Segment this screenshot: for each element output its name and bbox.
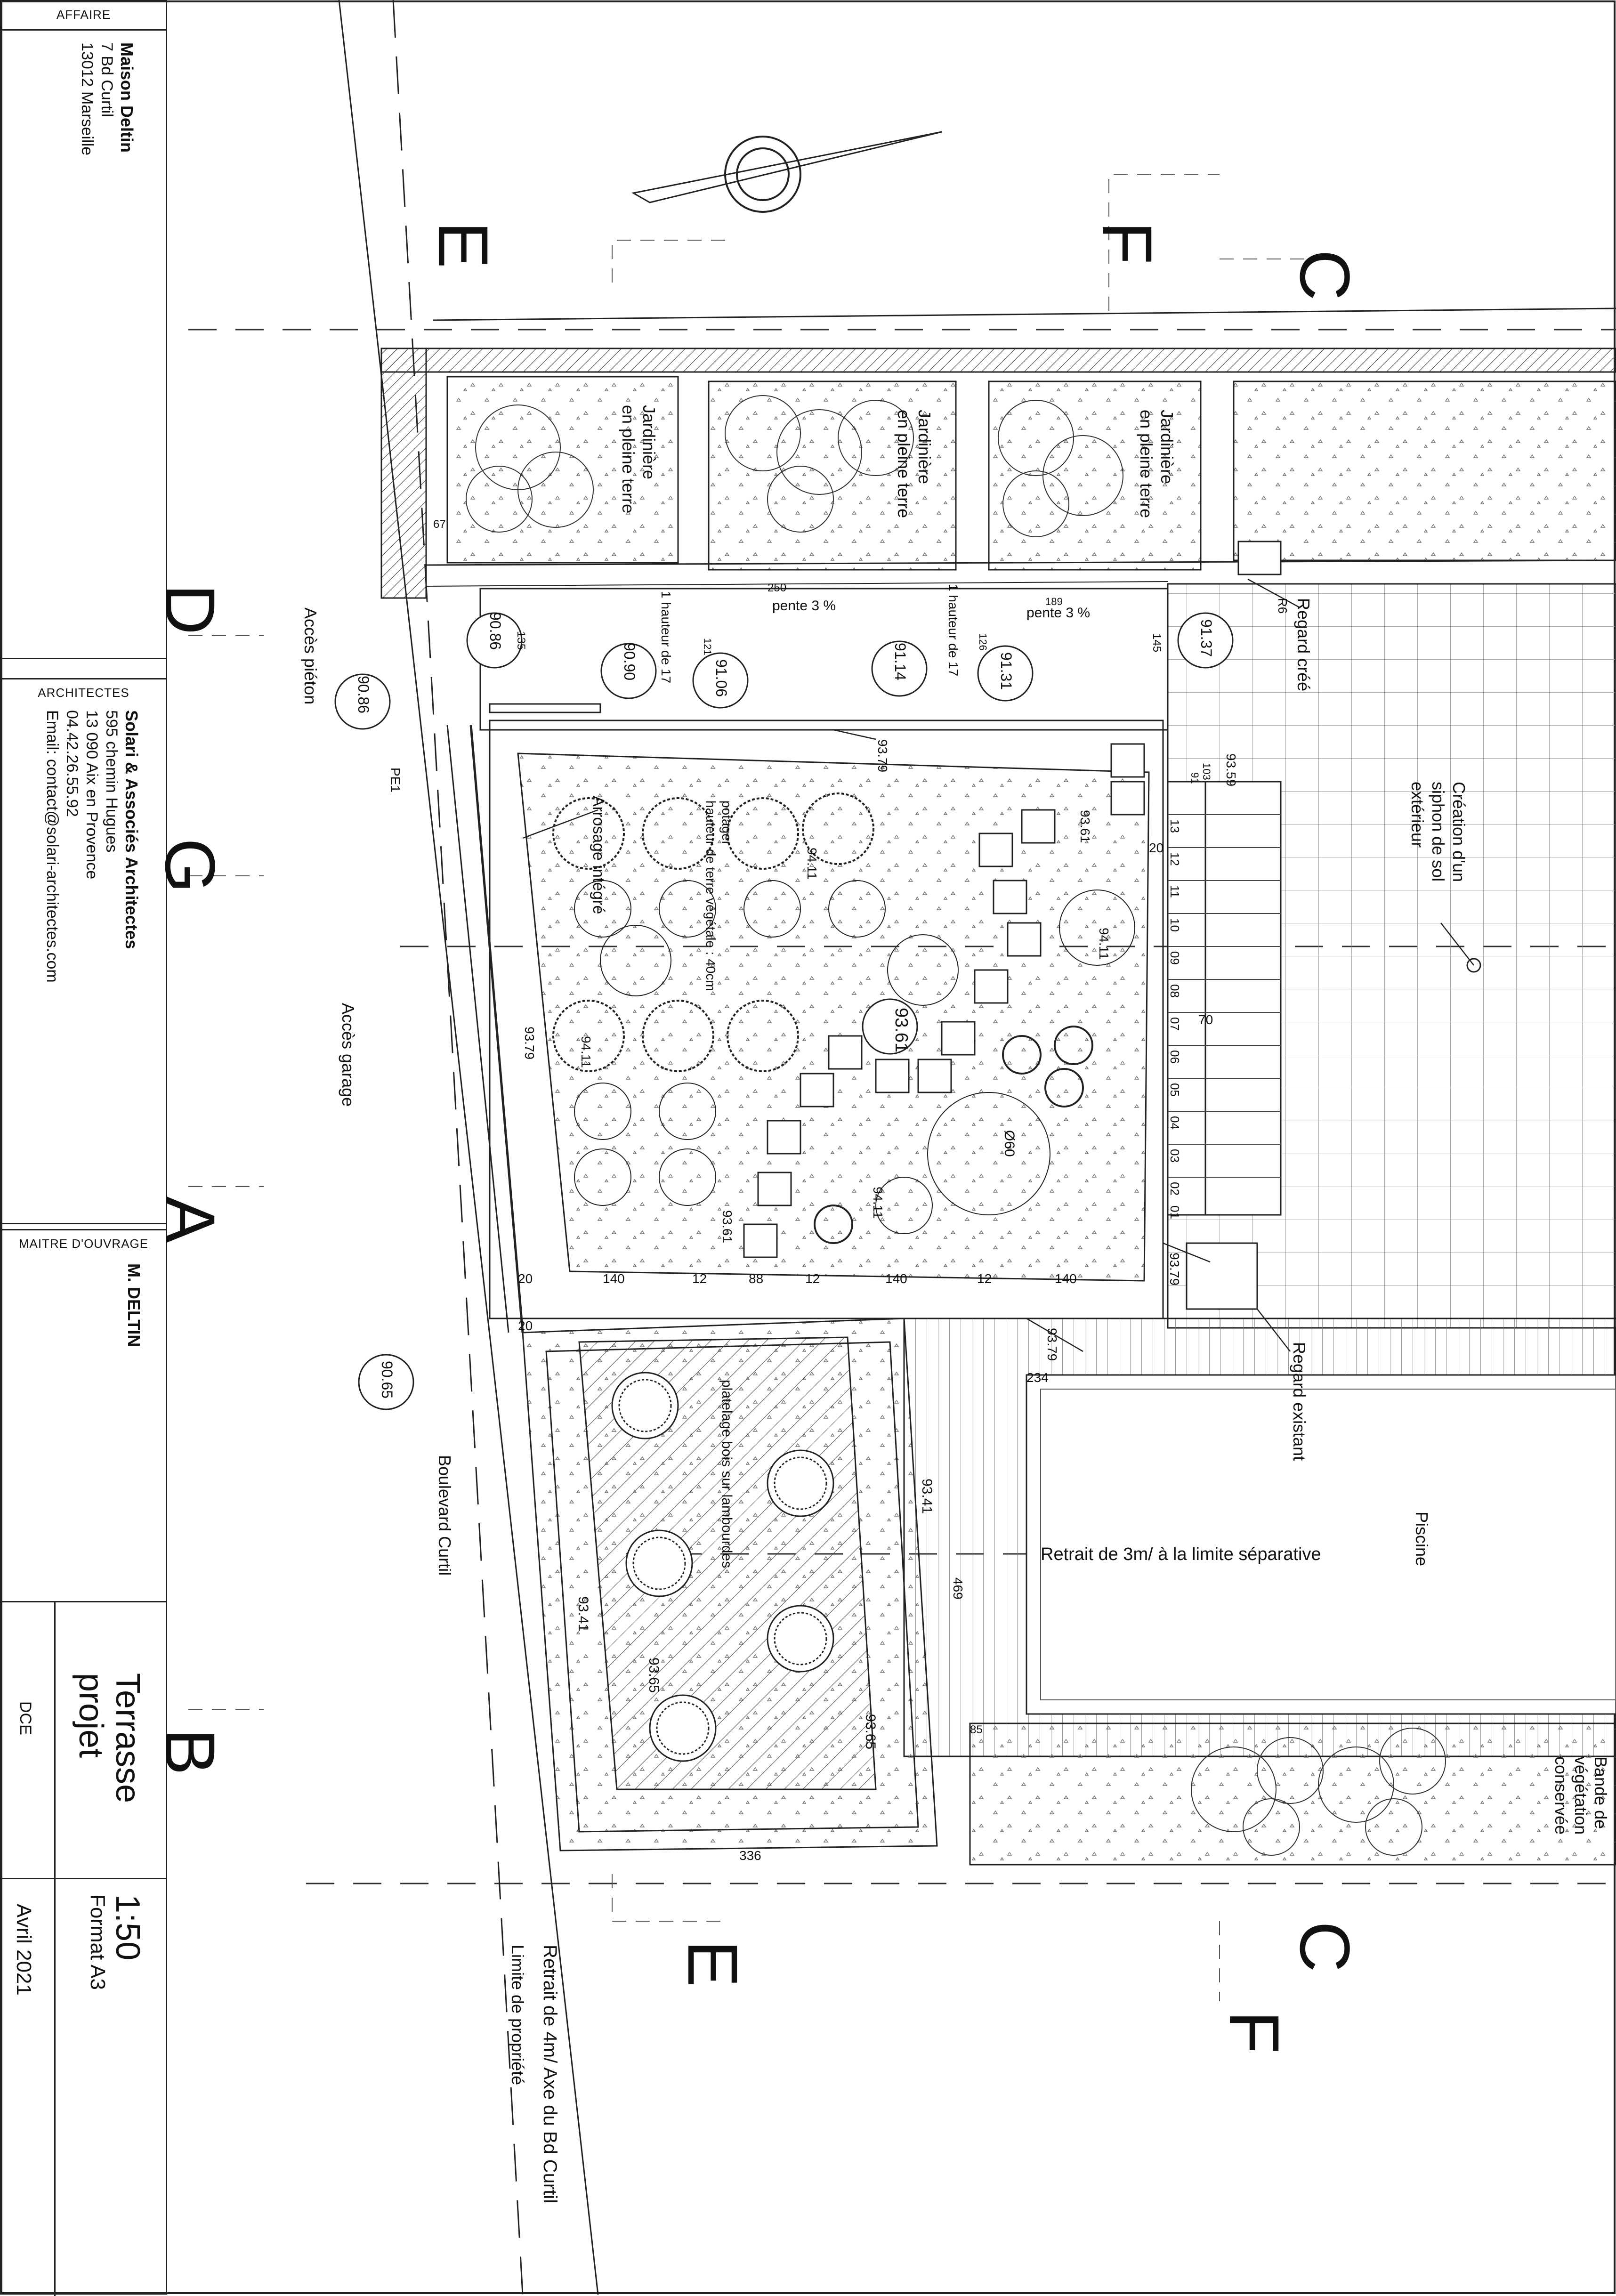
step-number: 10 — [1168, 918, 1182, 932]
maitre-name: M. DELTIN — [124, 1263, 144, 1347]
level-label: 94.11 — [1097, 928, 1111, 960]
label-line: en pleine terre — [894, 410, 913, 518]
section-marker-c-bottom: C — [1285, 1921, 1365, 1973]
boundary-wall-corner — [381, 348, 426, 598]
label-acces-garage: Accès garage — [339, 1003, 358, 1107]
level-label: 91.06 — [713, 659, 730, 697]
step-number: 08 — [1168, 984, 1182, 998]
level-label: 90.65 — [379, 1361, 396, 1399]
label-line: conservée — [1551, 1756, 1571, 1835]
section-marker-f-top: F — [1088, 221, 1167, 265]
planters-row — [426, 377, 1616, 586]
step-number: 13 — [1168, 819, 1182, 833]
level-label: 93.41 — [575, 1596, 591, 1632]
level-label: 93.41 — [919, 1479, 935, 1514]
label-limite: Limite de propriété — [508, 1945, 527, 2086]
label-jardiniere-1 — [618, 405, 659, 513]
label-jardiniere-2 — [893, 410, 935, 518]
label-retrait-3m: Retrait de 3m/ à la limite séparative — [1041, 1544, 1321, 1564]
steps — [1168, 782, 1281, 1215]
affaire-line: 7 Bd Curtil — [98, 42, 116, 117]
dimension-label: 250 — [768, 582, 787, 594]
architectes-line: 04.42.26.55.92 — [63, 710, 81, 817]
label-line: Jardinière — [915, 410, 934, 485]
label-siphon — [1407, 782, 1469, 882]
section-marker-b: B — [151, 1728, 230, 1776]
architectes-line: Solari & Associés Architectes — [122, 710, 141, 949]
architectes-line: Email: contact@solari-architectes.com — [43, 710, 61, 983]
level-label: 90.86 — [487, 612, 504, 650]
label-line: hauteur de terre végétale : 40cm — [703, 800, 718, 991]
level-label: 93.61 — [720, 1210, 735, 1244]
step-number: 12 — [1168, 852, 1182, 866]
label-retrait-4m: Retrait de 4m/ Axe du Bd Curtil — [540, 1945, 560, 2204]
step-number: 11 — [1168, 885, 1182, 898]
dimension-label: 140 — [1055, 1271, 1077, 1286]
affaire-line: Maison Deltin — [117, 42, 137, 153]
label-line: végétation — [1571, 1756, 1591, 1835]
step-number: 09 — [1168, 951, 1182, 965]
step-number: 02 — [1168, 1182, 1182, 1196]
phase-label: DCE — [16, 1701, 34, 1735]
step-number: 01 — [1168, 1205, 1182, 1219]
label-line: Jardinière — [639, 405, 659, 480]
dimension-label: 88 — [749, 1271, 764, 1286]
level-label: 93.79 — [875, 739, 890, 773]
drawing-title-line: projet — [72, 1673, 110, 1758]
level-label: 91.31 — [998, 652, 1015, 690]
dimension-label: 234 — [1026, 1370, 1049, 1385]
label-line: R6 — [1276, 598, 1290, 614]
dimension-label: 91 — [1189, 772, 1201, 784]
label-jardiniere-3 — [1136, 410, 1177, 518]
label-circle: Ø60 — [1002, 1130, 1017, 1157]
affaire-heading: AFFAIRE — [56, 8, 111, 22]
level-label: 93.79 — [522, 1027, 537, 1060]
date-label: Avril 2021 — [12, 1904, 35, 1996]
level-label: 91.14 — [892, 643, 909, 681]
level-label: 93.79 — [1045, 1328, 1059, 1361]
dimension-label: 20 — [518, 1271, 533, 1286]
step-number: 03 — [1168, 1149, 1182, 1163]
dimension-label: 20 — [518, 1318, 533, 1333]
step-number: 06 — [1168, 1050, 1182, 1064]
dimension-label: 12 — [805, 1271, 820, 1286]
vegetation-band — [970, 1723, 1616, 1865]
dimension-label: 469 — [951, 1577, 965, 1600]
dimension-label: 67 — [433, 518, 446, 531]
dimension-label: 140 — [885, 1271, 907, 1286]
label-line: siphon de sol — [1429, 782, 1448, 882]
label-line: extérieur — [1408, 782, 1427, 848]
label-line: Regard créé — [1294, 598, 1313, 692]
affaire-line: 13012 Marseille — [78, 42, 96, 156]
section-marker-f-bottom: F — [1215, 2011, 1294, 2054]
label-bande — [1551, 1756, 1610, 1835]
maitre-heading: MAITRE D'OUVRAGE — [18, 1237, 149, 1251]
dimension-label: 126 — [977, 633, 989, 651]
level-label: 90.86 — [355, 676, 372, 714]
boundary-wall — [381, 348, 1616, 372]
level-label: 93.79 — [1167, 1253, 1182, 1286]
regard-cree-icon — [1238, 542, 1281, 574]
label-hauteur-2: 1 hauteur de 17 — [946, 584, 961, 677]
format-label: Format A3 — [86, 1894, 109, 1990]
label-line: potager — [719, 800, 734, 845]
label-potager — [703, 800, 735, 991]
label-pe1: PE1 — [388, 768, 403, 792]
label-arrosage: Arrosage intégré — [590, 796, 607, 914]
section-marker-e-bottom: E — [673, 1940, 752, 1988]
dimension-label: 70 — [1198, 1012, 1213, 1027]
level-label: 93.65 — [863, 1714, 878, 1750]
level-label: 90.90 — [621, 643, 638, 681]
regard-existant-icon — [1187, 1243, 1257, 1309]
scale-label: 1:50 — [109, 1894, 146, 1961]
dimension-label: 103 — [1201, 763, 1212, 780]
level-label: 93.65 — [646, 1657, 662, 1693]
level-label: 94.11 — [579, 1036, 593, 1068]
dimension-label: 12 — [977, 1271, 992, 1286]
section-marker-g: G — [151, 838, 230, 893]
dimension-label: 140 — [603, 1271, 625, 1286]
label-hauteur-1: 1 hauteur de 17 — [659, 591, 673, 684]
architectes-line: 595 chemin Hugues — [103, 710, 121, 853]
step-number: 07 — [1168, 1017, 1182, 1031]
label-acces-pieton: Accès piéton — [301, 607, 320, 705]
section-marker-a: A — [151, 1196, 230, 1244]
level-label: 93.61 — [891, 1008, 911, 1053]
dimension-label: 189 — [1045, 596, 1063, 607]
architectes-heading: ARCHITECTES — [38, 686, 129, 700]
north-arrow-icon — [633, 132, 942, 212]
dimension-label: 336 — [739, 1848, 761, 1863]
architectes-line: 13 090 Aix en Provence — [83, 710, 101, 880]
label-line: Création d'un — [1449, 782, 1469, 882]
label-pente-2: pente 3 % — [1026, 605, 1091, 621]
upper-terrace — [447, 589, 1168, 1333]
dimension-label: 135 — [515, 631, 527, 650]
dimension-label: 145 — [1150, 633, 1163, 653]
level-label: 93.61 — [1078, 810, 1092, 843]
section-marker-c-top: C — [1285, 250, 1365, 301]
dimension-label: 85 — [970, 1723, 983, 1736]
level-label: 94.11 — [805, 848, 819, 880]
label-piscine: Piscine — [1412, 1512, 1431, 1567]
section-marker-d: D — [151, 584, 230, 635]
label-line: en pleine terre — [619, 405, 638, 514]
level-label: 91.37 — [1198, 619, 1215, 657]
label-pente-1: pente 3 % — [772, 598, 836, 614]
label-line: Bande de — [1591, 1756, 1610, 1829]
label-regard-existant: Regard existant — [1290, 1342, 1309, 1461]
section-marker-e-top: E — [424, 221, 503, 269]
level-label: 93.59 — [1224, 753, 1238, 787]
dimension-label: 12 — [692, 1271, 707, 1286]
label-platelage: platelage bois sur lambourdes — [719, 1380, 735, 1568]
step-number: 04 — [1168, 1116, 1182, 1130]
label-line: Jardinière — [1157, 410, 1177, 485]
step-number: 05 — [1168, 1083, 1182, 1097]
label-boulevard: Boulevard Curtil — [435, 1455, 454, 1576]
dimension-label: 20 — [1149, 841, 1164, 855]
label-line: en pleine terre — [1137, 410, 1156, 518]
level-label: 94.11 — [871, 1187, 885, 1219]
drawing-title-line: Terrasse — [109, 1673, 146, 1803]
dimension-label: 121 — [702, 638, 713, 655]
label-regard-cree — [1272, 598, 1314, 691]
